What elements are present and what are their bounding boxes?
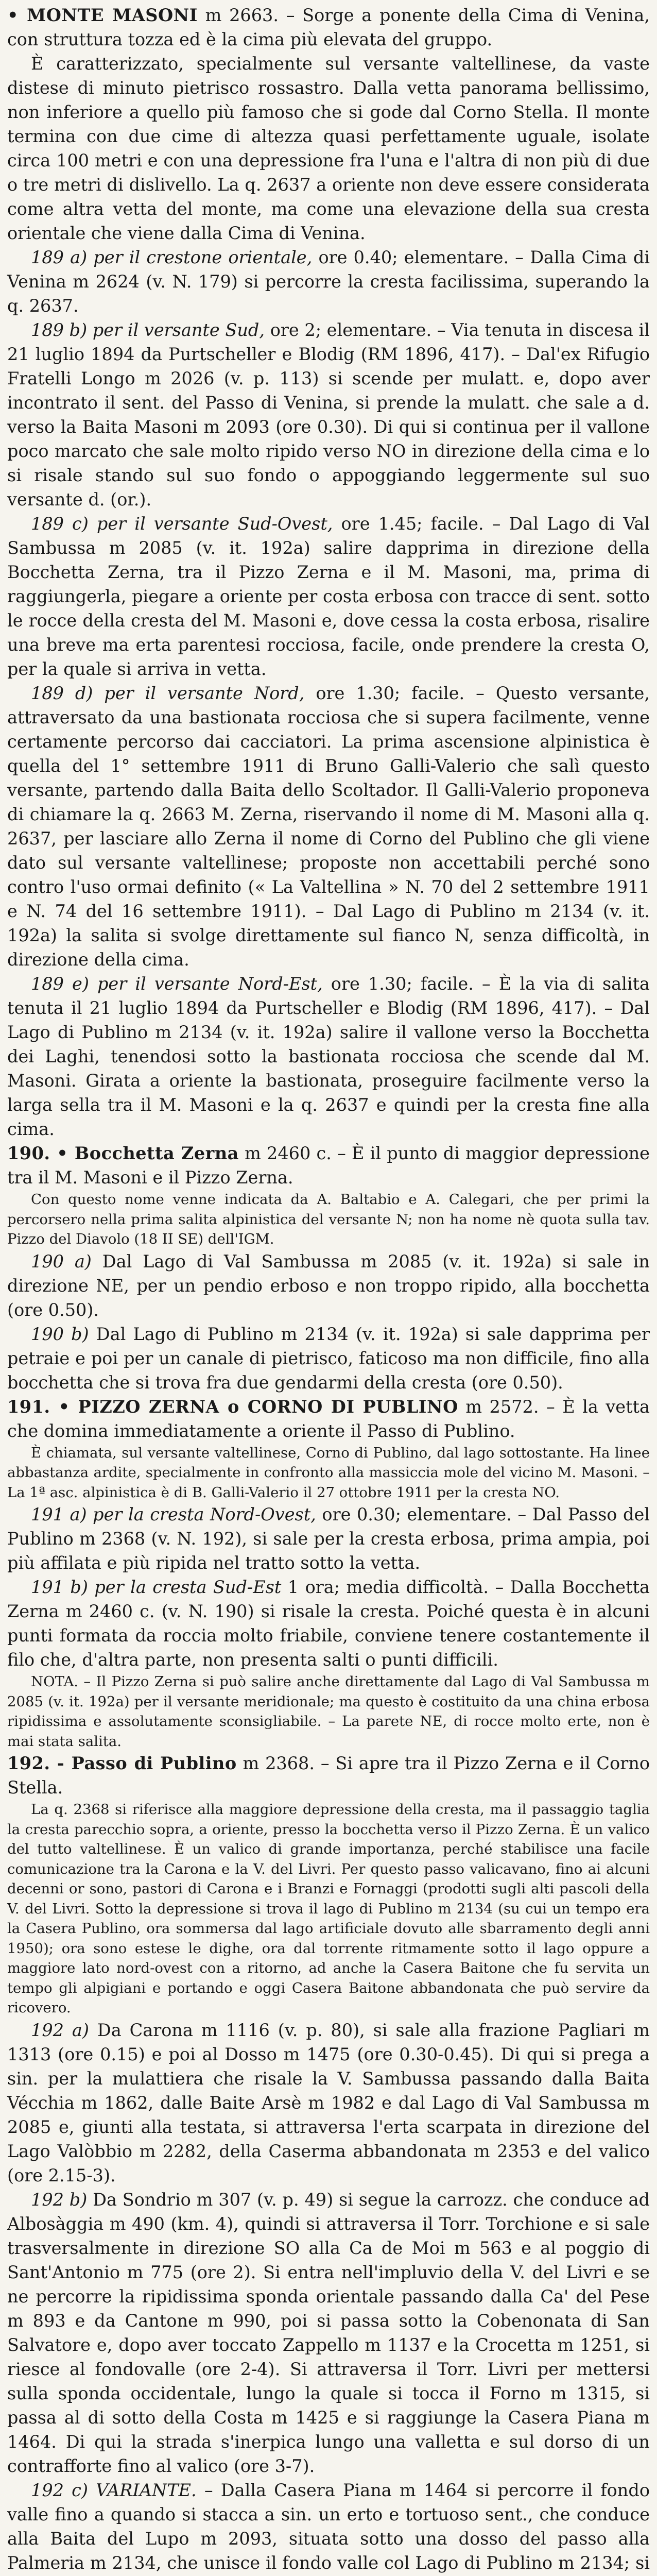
route-label: 192 c) VARIANTE. — [31, 2480, 197, 2500]
route-description — [7, 318, 650, 512]
entry-section — [7, 3, 650, 1141]
route-label: 192 b) — [31, 2189, 88, 2210]
entry-section — [7, 1141, 650, 1395]
entries-container — [7, 3, 650, 2576]
entry-section — [7, 1395, 650, 1752]
route-description — [7, 1502, 650, 1575]
route-description — [7, 2188, 650, 2478]
route-label: 191 a) per la cresta Nord-Ovest, — [31, 1504, 316, 1524]
entry-summary: m 2663. – Sorge a ponente della Cima di Venina, con struttura tozza ed è la cima più elevata del gruppo. — [7, 5, 650, 49]
route-text: 1 ora; media difficoltà. – Dalla Bocchetta Zerna m 2460 c. (v. N. 190) si risale la cresta. Poiché questa è in alcuni punti formata da roccia molto friabile, conviene tenere costantemente il filo che, d'altra parte, non presenta salti o punti difficili. — [7, 1577, 650, 1670]
note-text: La q. 2368 si riferisce alla maggiore depressione della cresta, ma il passaggio taglia la cresta parecchio sopra, a oriente, presso la bocchetta verso il Pizzo Zerna. È un valico del tutto valtellinese. È un valico di grande importanza, perché stabilisce una facile comunicazione tra la Carona e la V. del Livri. Per questo passo valicavano, fino ai alcuni decenni or sono, pastori di Carona e i Branzi e Fornaggi (prodotti sugli alti pascoli della V. del Livri. Sotto la depressione si trova il lago di Publino m 2134 (su cui un tempo era la Casera Publino, ora sommersa dal lago artificiale dovuto alle sbarramento degli anni 1950); ora sono estese le dighe, ora dal torrente ritmamente sotto il lago oppure a maggiore lato nord-ovest con a ritorno, ad anche la Casera Baitone che fu servita un tempo gli alpigiani e portando e oggi Casera Baitone abbandonata che può servire da ricovero. — [7, 1801, 650, 2016]
route-text: ore 1.45; facile. – Dal Lago di Val Sambussa m 2085 (v. it. 192a) salire dapprima in direzione della Bocchetta Zerna, tra il Pizzo Zerna e il M. Masoni, ma, prima di raggiungerla, piegare a oriente per costa erbosa con tracce di sent. sotto le rocce della cresta del M. Masoni e, dove cessa la costa erbosa, risalire una breve ma erta parentesi rocciosa, facile, onde prendere la cresta O, per la quale si arriva in vetta. — [7, 514, 650, 679]
route-label: 190 b) — [31, 1324, 89, 1344]
route-description — [7, 1322, 650, 1395]
route-label: 189 c) per il versante Sud-Ovest, — [31, 514, 333, 534]
route-description — [7, 2478, 650, 2576]
route-label: 189 e) per il versante Nord-Est, — [31, 974, 323, 994]
entry-summary: m 2572. – È la vetta che domina immediatamente a oriente il Passo di Publino. — [7, 1396, 650, 1441]
route-description — [7, 512, 650, 681]
body-text: È caratterizzato, specialmente sul versante valtellinese, da vaste distese di minuto pietrisco rossastro. Dalla vetta panorama bellissimo, non inferiore a quello più famoso che si gode dal Corno Stella. Il monte termina con due cime di altezza quasi perfettamente uguale, isolate circa 100 metri e con una depressione fra l'una e l'altra di non più di due o tre metri di dislivello. La q. 2637 a oriente non deve essere considerata come altra vetta del monte, ma come una elevazione della sua cresta orientale che viene dalla Cima di Venina. — [7, 54, 650, 243]
note-text: NOTA. – Il Pizzo Zerna si può salire anche direttamente dal Lago di Val Sambussa m 2085 (v. it. 192a) per il versante meridionale; ma questo è costituito da una china erbosa ripidissima e assolutamente sconsigliabile. – La parete NE, di rocce molto erte, non è mai stata salita. — [7, 1673, 650, 1750]
route-label: 192 a) — [31, 2020, 89, 2040]
note-text: È chiamata, sul versante valtellinese, Corno di Publino, dal lago sottostante. Ha linee abbastanza ardite, specialmente in confronto alla massiccia mole del vicino M. Masoni. – La 1ª asc. alpinistica è di B. Galli-Valerio il 27 ottobre 1911 per la cresta NO. — [7, 1444, 650, 1501]
entry-heading — [7, 3, 650, 52]
route-label: 191 b) per la cresta Sud-Est — [31, 1577, 282, 1597]
entry-title: • MONTE MASONI — [7, 5, 198, 25]
entry-heading — [7, 1395, 650, 1443]
route-label: 189 a) per il crestone orientale, — [31, 247, 313, 267]
route-text: – Dalla Casera Piana m 1464 si percorre il fondo valle fino a quando si stacca a sin. un erto e tortuoso sent., che conduce alla Baita del Lupo m 2093, situata sotto una dosso del passo alla Palmeria m 2134, che unisce il fondo valle col Lago di Publino m 2134; si — [7, 2480, 650, 2573]
note-text: Con questo nome venne indicata da A. Baltabio e A. Calegari, che per primi la percorsero nella prima salita alpinistica del versante N; non ha nome nè quota sulla tav. Pizzo del Diavolo (18 II SE) dell'IGM. — [7, 1191, 650, 1247]
route-text: Da Sondrio m 307 (v. p. 49) si segue la carrozz. che conduce ad Albosàggia m 490 (km. 4), quindi si attraversa il Torr. Torchione e si sale trasversalmente in direzione SO alla Ca de Moi m 563 e al poggio di Sant'Antonio m 775 (ore 2). Si entra nell'impluvio della V. del Livri e se ne percorre la ripidissima sponda orientale passando dalla Ca' del Pese m 893 e da Cantone m 990, poi si passa sotto la Cobenonata di San Salvatore e, dopo aver toccato Zappello m 1137 e la Crocetta m 1251, si riesce al fondovalle (ore 2-4). Si attraversa il Torr. Livri per mettersi sulla sponda occidentale, lungo la quale si tocca il Forno m 1315, si passa al di sotto della Costa m 1425 e si raggiunge la Casera Piana m 1464. Di qui la strada s'inerpica lungo una valletta e sul dorso di un contrafforte fino al valico (ore 3-7). — [7, 2189, 650, 2476]
route-description — [7, 1249, 650, 1322]
route-text: ore 1.30; facile. – È la via di salita tenuta il 21 luglio 1894 da Purtscheller e Blodig (RM 1896, 417). – Dal Lago di Publino m 2134 (v. it. 192a) salire il vallone verso la Bocchetta dei Laghi, tenendosi sotto la bastionata rocciosa che scende dal M. Masoni. Girata a oriente la bastionata, proseguire facilmente verso la larga sella tra il M. Masoni e la q. 2637 e quindi per la cresta fine alla cima. — [7, 974, 650, 1139]
entry-heading — [7, 1751, 650, 1800]
route-text: ore 0.30; elementare. – Dal Passo del Publino m 2368 (v. N. 192), si sale per la cresta erbosa, prima ampia, poi più affilata e più ripida nel tratto sotto la vetta. — [7, 1504, 650, 1573]
route-text: ore 1.30; facile. – Questo versante, attraversato da una bastionata rocciosa che si supera facilmente, venne certamente percorso dai cacciatori. La prima ascensione alpinistica è quella del 1° settembre 1911 di Bruno Galli-Valerio che salì questo versante, partendo dalla Baita dello Scoltador. Il Galli-Valerio proponeva di chiamare la q. 2663 M. Zerna, riservando il nome di M. Masoni alla q. 2637, per lasciare allo Zerna il nome di Corno del Publino che gli viene dato sul versante valtellinese; proposte non accettabili perché sono contro l'uso ormai definito (« La Valtellina » N. 70 del 2 settembre 1911 e N. 74 del 16 settembre 1911). – Dal Lago di Publino m 2134 (v. it. 192a) la salita si svolge direttamente sul fianco N, senza difficoltà, in direzione della cima. — [7, 683, 650, 970]
entry-title: 190. • Bocchetta Zerna — [7, 1143, 239, 1163]
entry-title: 191. • PIZZO ZERNA o CORNO DI PUBLINO — [7, 1396, 458, 1417]
route-text: Dal Lago di Val Sambussa m 2085 (v. it. 192a) si sale in direzione NE, per un pendio erboso e non troppo ripido, alla bocchetta (ore 0.50). — [7, 1251, 650, 1320]
entry-heading — [7, 1141, 650, 1190]
entry-summary: m 2368. – Si apre tra il Pizzo Zerna e il Corno Stella. — [7, 1753, 650, 1798]
route-text: Da Carona m 1116 (v. p. 80), si sale alla frazione Pagliari m 1313 (ore 0.15) e poi al Dosso m 1475 (ore 0.30-0.45). Di qui si prega a sin. per la mulattiera che risale la V. Sambussa passando dalla Baita Vécchia m 1862, dalle Baite Arsè m 1982 e dal Lago di Val Sambussa m 2085 e, giunti alla testata, si attraversa l'erta scarpata in direzione del Lago Valòbbio m 2282, della Caserma abbandonata m 2353 e del valico (ore 2.15-3). — [7, 2020, 650, 2185]
route-label: 190 a) — [31, 1251, 92, 1272]
entry-title: 192. - Passo di Publino — [7, 1753, 237, 1773]
route-label: 189 b) per il versante Sud, — [31, 320, 265, 340]
route-description — [7, 681, 650, 972]
entry-summary: m 2460 c. – È il punto di maggior depressione tra il M. Masoni e il Pizzo Zerna. — [7, 1143, 650, 1188]
route-text: ore 0.40; elementare. – Dalla Cima di Venina m 2624 (v. N. 179) si percorre la cresta facilissima, superando la q. 2637. — [7, 247, 650, 316]
route-description — [7, 245, 650, 318]
route-text: Dal Lago di Publino m 2134 (v. it. 192a) si sale dapprima per petraie e poi per un canale di pietrisco, faticoso ma non difficile, fino alla bocchetta che si trova fra due gendarmi della cresta (ore 0.50). — [7, 1324, 650, 1393]
route-description — [7, 1575, 650, 1672]
route-description — [7, 2018, 650, 2188]
route-text: ore 2; elementare. – Via tenuta in discesa il 21 luglio 1894 da Purtscheller e Blodig (RM 1896, 417). – Dal'ex Rifugio Fratelli Longo m 2026 (v. p. 113) si scende per mulatt. e, dopo aver incontrato il sent. del Passo di Venina, si prende la mulatt. che sale a d. verso la Baita Masoni m 2093 (ore 0.30). Di qui si continua per il vallone poco marcato che sale molto ripido verso NO in direzione della cima e lo si risale stando sul suo fondo o appoggiando leggermente sul suo versante d. (or.). — [7, 320, 650, 510]
route-label: 189 d) per il versante Nord, — [31, 683, 305, 703]
route-description — [7, 972, 650, 1141]
entry-section — [7, 1751, 650, 2576]
